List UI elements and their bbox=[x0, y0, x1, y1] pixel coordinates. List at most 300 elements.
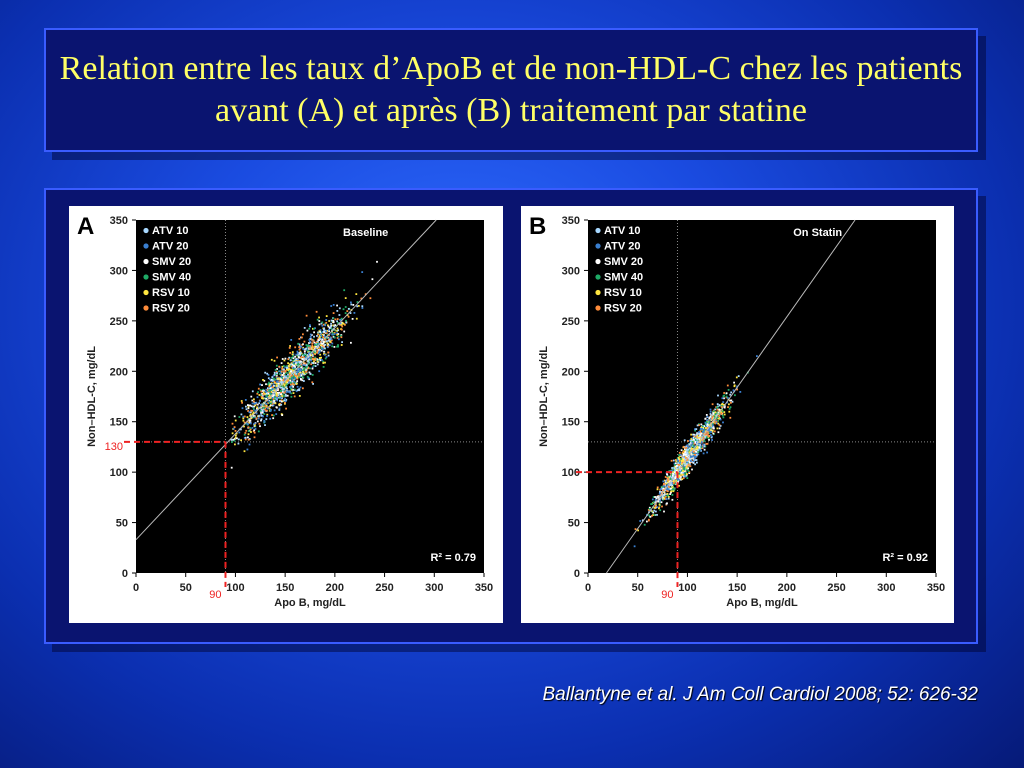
data-point bbox=[290, 339, 292, 341]
data-point bbox=[265, 391, 267, 393]
data-point bbox=[348, 316, 350, 318]
data-point bbox=[287, 395, 289, 397]
r-squared-annotation: R² = 0.79 bbox=[430, 552, 476, 564]
data-point bbox=[244, 450, 246, 452]
data-point bbox=[717, 395, 719, 397]
data-point bbox=[265, 418, 267, 420]
data-point bbox=[324, 354, 326, 356]
y-tick-label: 350 bbox=[109, 215, 128, 227]
data-point bbox=[313, 328, 315, 330]
data-point bbox=[257, 396, 259, 398]
data-point bbox=[284, 384, 286, 386]
data-point bbox=[320, 344, 322, 346]
data-point bbox=[690, 434, 692, 436]
data-point bbox=[704, 449, 706, 451]
data-point bbox=[239, 416, 241, 418]
data-point bbox=[657, 487, 659, 489]
chart-title: On Statin bbox=[793, 227, 843, 239]
data-point bbox=[669, 478, 671, 480]
data-point bbox=[334, 333, 336, 335]
data-point bbox=[297, 343, 299, 345]
data-point bbox=[292, 378, 294, 380]
data-point bbox=[293, 362, 295, 364]
legend-label: SMV 40 bbox=[152, 271, 192, 284]
data-point bbox=[253, 417, 255, 419]
legend-label: ATV 10 bbox=[152, 225, 189, 237]
data-point bbox=[701, 442, 703, 444]
data-point bbox=[311, 342, 313, 344]
data-point bbox=[281, 362, 283, 364]
data-point bbox=[303, 373, 305, 375]
x-tick-label: 350 bbox=[926, 582, 946, 594]
data-point bbox=[231, 441, 233, 443]
data-point bbox=[324, 362, 326, 364]
data-point bbox=[339, 314, 341, 316]
data-point bbox=[275, 369, 277, 371]
data-point bbox=[292, 353, 294, 355]
data-point bbox=[235, 430, 237, 432]
data-point bbox=[286, 391, 288, 393]
data-point bbox=[279, 373, 281, 375]
data-point bbox=[297, 351, 299, 353]
data-point bbox=[690, 460, 692, 462]
data-point bbox=[667, 477, 669, 479]
data-point bbox=[326, 340, 328, 342]
data-point bbox=[723, 392, 725, 394]
data-point bbox=[282, 358, 284, 360]
data-point bbox=[312, 368, 314, 370]
data-point bbox=[718, 431, 720, 433]
data-point bbox=[376, 261, 378, 263]
data-point bbox=[660, 488, 662, 490]
data-point bbox=[251, 400, 253, 402]
data-point bbox=[712, 433, 714, 435]
data-point bbox=[316, 311, 318, 313]
data-point bbox=[290, 388, 292, 390]
data-point bbox=[659, 491, 661, 493]
data-point bbox=[667, 481, 669, 483]
data-point bbox=[331, 338, 333, 340]
data-point bbox=[324, 324, 326, 326]
data-point bbox=[296, 378, 298, 380]
data-point bbox=[281, 368, 283, 370]
data-point bbox=[247, 416, 249, 418]
x-tick-label: 150 bbox=[275, 582, 295, 594]
data-point bbox=[235, 435, 237, 437]
data-point bbox=[318, 370, 320, 372]
data-point bbox=[685, 467, 687, 469]
data-point bbox=[270, 387, 272, 389]
data-point bbox=[292, 383, 294, 385]
data-point bbox=[723, 395, 725, 397]
data-point bbox=[663, 488, 665, 490]
data-point bbox=[254, 410, 256, 412]
data-point bbox=[738, 375, 740, 377]
data-point bbox=[663, 484, 665, 486]
data-point bbox=[244, 434, 246, 436]
data-point bbox=[671, 460, 673, 462]
data-point bbox=[290, 364, 292, 366]
chart-title: Baseline bbox=[343, 227, 389, 239]
data-point bbox=[314, 359, 316, 361]
data-point bbox=[269, 378, 271, 380]
data-point bbox=[232, 423, 234, 425]
data-point bbox=[298, 356, 300, 358]
data-point bbox=[345, 312, 347, 314]
data-point bbox=[245, 399, 247, 401]
data-point bbox=[271, 376, 273, 378]
legend-label: RSV 10 bbox=[604, 287, 642, 299]
data-point bbox=[651, 515, 653, 517]
data-point bbox=[694, 456, 696, 458]
data-point bbox=[327, 346, 329, 348]
data-point bbox=[323, 351, 325, 353]
data-point bbox=[283, 372, 285, 374]
legend-label: ATV 20 bbox=[604, 240, 641, 253]
data-point bbox=[311, 339, 313, 341]
data-point bbox=[266, 373, 268, 375]
data-point bbox=[680, 458, 682, 460]
data-point bbox=[234, 415, 236, 417]
data-point bbox=[699, 444, 701, 446]
data-point bbox=[296, 380, 298, 382]
data-point bbox=[650, 516, 652, 518]
data-point bbox=[330, 305, 332, 307]
data-point bbox=[730, 392, 732, 394]
data-point bbox=[260, 413, 262, 415]
data-point bbox=[682, 458, 684, 460]
data-point bbox=[257, 421, 259, 423]
data-point bbox=[326, 315, 328, 317]
data-point bbox=[696, 462, 698, 464]
data-point bbox=[717, 409, 719, 411]
data-point bbox=[341, 336, 343, 338]
data-point bbox=[362, 307, 364, 309]
data-point bbox=[699, 437, 701, 439]
x-tick-label: 250 bbox=[375, 582, 394, 594]
data-point bbox=[691, 442, 693, 444]
data-point bbox=[719, 404, 721, 406]
data-point bbox=[300, 352, 302, 354]
data-point bbox=[678, 457, 680, 459]
data-point bbox=[671, 467, 673, 469]
data-point bbox=[317, 364, 319, 366]
data-point bbox=[272, 397, 274, 399]
data-point bbox=[281, 401, 283, 403]
data-point bbox=[703, 430, 705, 432]
data-point bbox=[329, 341, 331, 343]
data-point bbox=[291, 386, 293, 388]
data-point bbox=[259, 410, 261, 412]
data-point bbox=[708, 439, 710, 441]
data-point bbox=[232, 432, 234, 434]
data-point bbox=[312, 362, 314, 364]
data-point bbox=[710, 431, 712, 433]
data-point bbox=[678, 473, 680, 475]
data-point bbox=[276, 357, 278, 359]
data-point bbox=[661, 501, 663, 503]
data-point bbox=[293, 392, 295, 394]
data-point bbox=[679, 475, 681, 477]
data-point bbox=[296, 362, 298, 364]
data-point bbox=[699, 434, 701, 436]
data-point bbox=[730, 406, 732, 408]
data-point bbox=[336, 320, 338, 322]
data-point bbox=[280, 393, 282, 395]
data-point bbox=[298, 346, 300, 348]
data-point bbox=[292, 355, 294, 357]
data-point bbox=[300, 346, 302, 348]
data-point bbox=[712, 425, 714, 427]
data-point bbox=[235, 420, 237, 422]
data-point bbox=[256, 417, 258, 419]
data-point bbox=[654, 507, 656, 509]
data-point bbox=[253, 398, 255, 400]
data-point bbox=[248, 407, 250, 409]
data-point bbox=[247, 404, 249, 406]
data-point bbox=[249, 444, 251, 446]
data-point bbox=[715, 411, 717, 413]
data-point bbox=[698, 431, 700, 433]
data-point bbox=[254, 425, 256, 427]
data-point bbox=[345, 322, 347, 324]
data-point bbox=[267, 383, 269, 385]
panel-letter: A bbox=[77, 213, 95, 240]
data-point bbox=[295, 373, 297, 375]
data-point bbox=[288, 382, 290, 384]
y-tick-label: 300 bbox=[561, 265, 580, 278]
data-point bbox=[276, 400, 278, 402]
data-point bbox=[242, 418, 244, 420]
data-point bbox=[272, 388, 274, 390]
data-point bbox=[713, 410, 715, 412]
data-point bbox=[262, 379, 264, 381]
data-point bbox=[258, 418, 260, 420]
data-point bbox=[291, 381, 293, 383]
data-point bbox=[656, 514, 658, 516]
data-point bbox=[706, 414, 708, 416]
data-point bbox=[673, 460, 675, 462]
data-point bbox=[276, 365, 278, 367]
data-point bbox=[264, 424, 266, 426]
data-point bbox=[250, 414, 252, 416]
data-point bbox=[329, 337, 331, 339]
data-point bbox=[271, 414, 273, 416]
data-point bbox=[733, 382, 735, 384]
data-point bbox=[260, 420, 262, 422]
legend-marker bbox=[143, 243, 148, 248]
data-point bbox=[245, 406, 247, 408]
data-point bbox=[312, 374, 314, 376]
data-point bbox=[313, 336, 315, 338]
x-tick-label: 250 bbox=[827, 582, 846, 594]
data-point bbox=[330, 323, 332, 325]
data-point bbox=[665, 480, 667, 482]
data-point bbox=[297, 364, 299, 366]
data-point bbox=[312, 358, 314, 360]
data-point bbox=[686, 463, 688, 465]
data-point bbox=[661, 486, 663, 488]
data-point bbox=[284, 392, 286, 394]
data-point bbox=[302, 371, 304, 373]
data-point bbox=[663, 485, 665, 487]
data-point bbox=[319, 349, 321, 351]
data-point bbox=[341, 326, 343, 328]
data-point bbox=[277, 378, 279, 380]
data-point bbox=[318, 317, 320, 319]
data-point bbox=[710, 434, 712, 436]
data-point bbox=[689, 443, 691, 445]
legend-label: RSV 10 bbox=[152, 287, 190, 299]
data-point bbox=[269, 384, 271, 386]
data-point bbox=[688, 464, 690, 466]
data-point bbox=[313, 365, 315, 367]
data-point bbox=[356, 305, 358, 307]
y-tick-label: 200 bbox=[561, 366, 580, 379]
data-point bbox=[696, 439, 698, 441]
data-point bbox=[319, 351, 321, 353]
data-point bbox=[678, 454, 680, 456]
data-point bbox=[699, 446, 701, 448]
data-point bbox=[686, 475, 688, 477]
data-point bbox=[687, 468, 689, 470]
data-point bbox=[714, 416, 716, 418]
data-point bbox=[723, 417, 725, 419]
data-point bbox=[259, 423, 261, 425]
data-point bbox=[727, 385, 729, 387]
data-point bbox=[258, 431, 260, 433]
data-point bbox=[253, 401, 255, 403]
data-point bbox=[333, 318, 335, 320]
data-point bbox=[314, 351, 316, 353]
citation: Ballantyne et al. J Am Coll Cardiol 2008; 52: 626-32 bbox=[542, 684, 978, 705]
x-tick-label: 200 bbox=[777, 582, 797, 594]
data-point bbox=[635, 528, 637, 530]
data-point bbox=[652, 512, 654, 514]
highlight-x-label: 90 bbox=[661, 589, 674, 601]
y-tick-label: 100 bbox=[109, 467, 128, 480]
data-point bbox=[659, 504, 661, 506]
data-point bbox=[677, 478, 679, 480]
data-point bbox=[297, 389, 299, 391]
data-point bbox=[679, 479, 681, 481]
data-point bbox=[348, 308, 350, 310]
data-point bbox=[252, 406, 254, 408]
data-point bbox=[292, 367, 294, 369]
data-point bbox=[684, 464, 686, 466]
data-point bbox=[706, 436, 708, 438]
data-point bbox=[697, 425, 699, 427]
data-point bbox=[273, 402, 275, 404]
data-point bbox=[274, 396, 276, 398]
data-point bbox=[265, 398, 267, 400]
data-point bbox=[263, 413, 265, 415]
data-point bbox=[704, 440, 706, 442]
data-point bbox=[715, 413, 717, 415]
data-point bbox=[270, 399, 272, 401]
data-point bbox=[722, 403, 724, 405]
data-point bbox=[667, 493, 669, 495]
data-point bbox=[295, 358, 297, 360]
x-tick-label: 200 bbox=[325, 582, 345, 594]
data-point bbox=[337, 329, 339, 331]
data-point bbox=[282, 374, 284, 376]
data-point bbox=[285, 395, 287, 397]
data-point bbox=[722, 422, 724, 424]
data-point bbox=[328, 320, 330, 322]
chart-panel-a bbox=[69, 206, 503, 623]
data-point bbox=[299, 338, 301, 340]
data-point bbox=[343, 289, 345, 291]
data-point bbox=[717, 403, 719, 405]
data-point bbox=[314, 344, 316, 346]
data-point bbox=[318, 320, 320, 322]
data-point bbox=[700, 446, 702, 448]
data-point bbox=[311, 381, 313, 383]
data-point bbox=[691, 469, 693, 471]
data-point bbox=[297, 386, 299, 388]
data-point bbox=[352, 304, 354, 306]
data-point bbox=[297, 358, 299, 360]
data-point bbox=[668, 498, 670, 500]
data-point bbox=[719, 428, 721, 430]
data-point bbox=[280, 404, 282, 406]
data-point bbox=[338, 336, 340, 338]
data-point bbox=[686, 477, 688, 479]
data-point bbox=[261, 384, 263, 386]
data-point bbox=[681, 472, 683, 474]
data-point bbox=[707, 416, 709, 418]
data-point bbox=[672, 473, 674, 475]
data-point bbox=[675, 462, 677, 464]
data-point bbox=[710, 416, 712, 418]
data-point bbox=[269, 402, 271, 404]
data-point bbox=[236, 437, 238, 439]
data-point bbox=[690, 438, 692, 440]
data-point bbox=[722, 411, 724, 413]
data-point bbox=[655, 511, 657, 513]
data-point bbox=[233, 428, 235, 430]
data-point bbox=[250, 423, 252, 425]
panel-letter: B bbox=[529, 213, 547, 240]
data-point bbox=[272, 417, 274, 419]
data-point bbox=[650, 503, 652, 505]
data-point bbox=[299, 349, 301, 351]
x-tick-label: 0 bbox=[584, 582, 592, 594]
data-point bbox=[716, 422, 718, 424]
data-point bbox=[264, 421, 266, 423]
data-point bbox=[677, 460, 679, 462]
data-point bbox=[275, 402, 277, 404]
data-point bbox=[287, 358, 289, 360]
data-point bbox=[322, 362, 324, 364]
data-point bbox=[674, 464, 676, 466]
data-point bbox=[315, 362, 317, 364]
data-point bbox=[695, 451, 697, 453]
x-axis-label: Apo B, mg/dL bbox=[274, 597, 346, 609]
data-point bbox=[254, 423, 256, 425]
data-point bbox=[683, 470, 685, 472]
data-point bbox=[346, 310, 348, 312]
legend-marker bbox=[143, 259, 148, 264]
data-point bbox=[280, 390, 282, 392]
data-point bbox=[280, 397, 282, 399]
data-point bbox=[668, 486, 670, 488]
data-point bbox=[352, 318, 354, 320]
data-point bbox=[726, 396, 728, 398]
data-point bbox=[289, 352, 291, 354]
data-point bbox=[681, 474, 683, 476]
